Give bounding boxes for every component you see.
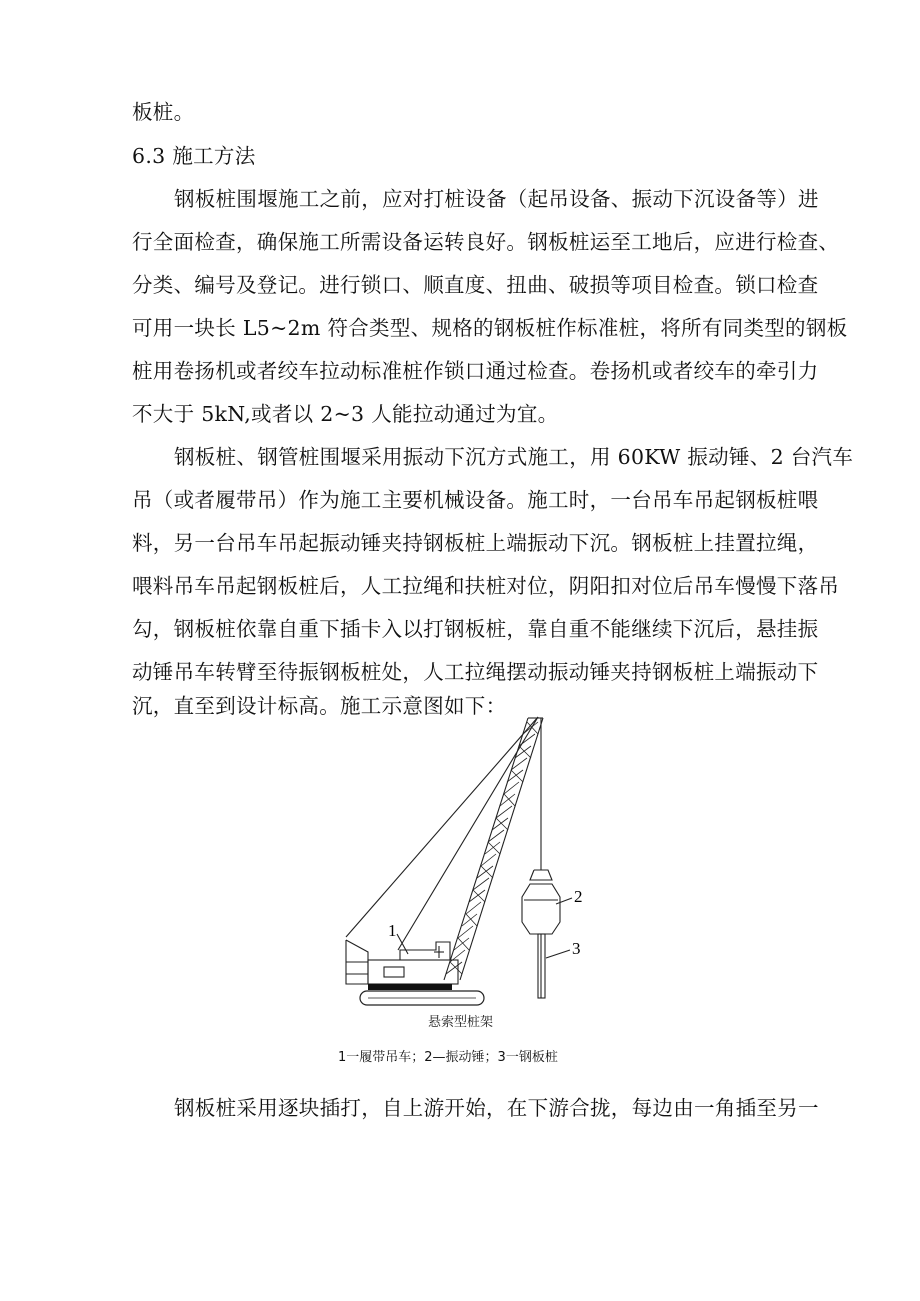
paragraph-1-line-6: 不大于 5kN,或者以 2~3 人能拉动通过为宜。 [132,402,559,426]
paragraph-1-line-5: 桩用卷扬机或者绞车拉动标准桩作锁口通过检查。卷扬机或者绞车的牵引力 [132,359,819,383]
paragraph-2-line-1: 钢板桩、钢管桩围堰采用振动下沉方式施工，用 60KW 振动锤、2 台汽车 [174,445,854,469]
paragraph-2-line-6: 动锤吊车转臂至待振钢板桩处，人工拉绳摆动振动锤夹持钢板桩上端振动下 [132,660,819,684]
paragraph-1-line-2: 行全面检查，确保施工所需设备运转良好。钢板桩运至工地后，应进行检查、 [132,230,840,254]
text-line-1: 板桩。 [132,100,195,124]
crane-figure [338,712,610,1030]
section-heading: 6.3 施工方法 [132,144,256,168]
paragraph-2-line-3: 料，另一台吊车吊起振动锤夹持钢板桩上端振动下沉。钢板桩上挂置拉绳， [132,531,819,555]
figure-title: 悬索型桩架 [428,1015,494,1030]
paragraph-2-line-4: 喂料吊车吊起钢板桩后，人工拉绳和扶桩对位，阴阳扣对位后吊车慢慢下落吊 [132,574,840,598]
backstay-rope-icon [346,717,538,937]
label-2: 2 [574,887,583,906]
paragraph-2-line-7: 沉，直至到设计标高。施工示意图如下： [132,694,507,718]
figure-caption: 1一履带吊车；2—振动锤；3一钢板桩 [338,1050,558,1065]
label-1: 1 [388,921,397,940]
vibratory-hammer-icon [522,884,560,934]
paragraph-2-line-5: 勾，钢板桩依靠自重下插卡入以打钢板桩，靠自重不能继续下沉后，悬挂振 [132,617,819,641]
paragraph-1-line-3: 分类、编号及登记。进行锁口、顺直度、扭曲、破损等项目检查。锁口检查 [132,273,819,297]
label-3: 3 [572,939,581,958]
paragraph-3-line-1: 钢板桩采用逐块插打，自上游开始，在下游合拢，每边由一角插至另一 [174,1096,819,1120]
paragraph-2-line-2: 吊（或者履带吊）作为施工主要机械设备。施工时，一台吊车吊起钢板桩喂 [132,488,819,512]
paragraph-1-line-4: 可用一块长 L5~2m 符合类型、规格的钢板桩作标准桩，将所有同类型的钢板 [132,316,848,340]
hammer-hook-icon [530,870,552,880]
paragraph-1-line-1: 钢板桩围堰施工之前，应对打桩设备（起吊设备、振动下沉设备等）进 [174,187,819,211]
track-top-icon [368,984,452,990]
